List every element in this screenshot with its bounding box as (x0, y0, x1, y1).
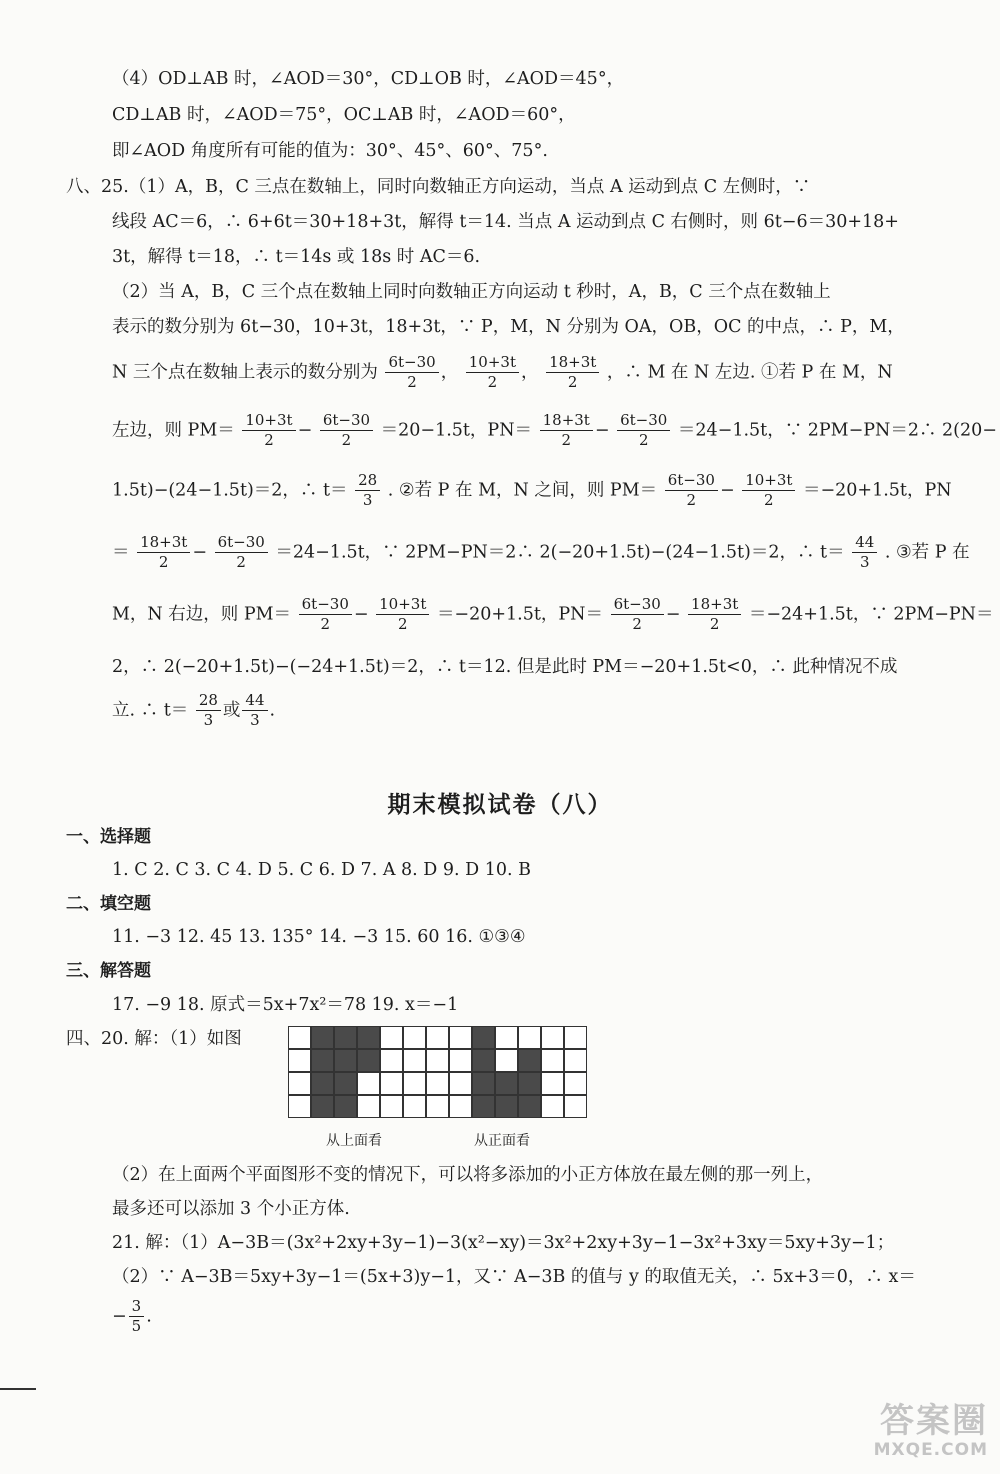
grid-cell (288, 1095, 311, 1118)
grid-cell (541, 1026, 564, 1049)
grid-cell (449, 1072, 472, 1095)
numerator: 28 (355, 471, 380, 491)
q21-line-3: − $\frac{3}{5}$ . (112, 1297, 152, 1335)
numerator: 6t−30 (385, 353, 438, 373)
numerator: 3 (129, 1297, 145, 1317)
section-heading-fill: 二、填空题 (66, 894, 151, 914)
grid-cell (495, 1095, 518, 1118)
fraction (242, 411, 295, 450)
denominator: 2 (686, 491, 697, 509)
q25-p1-line-3: 3t，解得 t＝18，∴ t＝14s 或 18s 时 AC＝6. (112, 247, 481, 267)
footer-rule (0, 1388, 36, 1390)
fraction (385, 353, 438, 392)
denominator: 3 (362, 491, 373, 509)
fraction (617, 411, 670, 450)
q25-p2-line-8: 2，∴ 2(−20+1.5t)−(−24+1.5t)＝2，∴ t＝12. 但是此时 PM＝−20+1.5t<0，∴ 此种情况不成 (112, 657, 898, 677)
grid-cell (541, 1049, 564, 1072)
fraction (137, 533, 190, 572)
numerator: 28 (196, 691, 221, 711)
denominator: 2 (764, 491, 774, 509)
grid-cell (357, 1095, 380, 1118)
grid-cell (403, 1072, 426, 1095)
q20-lead: 四、20. 解：（1）如图 (66, 1029, 242, 1049)
numerator: 10+3t (742, 471, 795, 491)
q25-p2-line-6: ＝ $\frac{18+3t}{2}$ − $\frac{6t-30}{2}$ ＝24−1.5t，∵ 2PM−PN＝2∴ 2(−20+1.5t)−(24−1.5t)＝2，∴ t＝ $\frac{44}{3}$ . ③若 P 在 (112, 533, 970, 571)
denominator: 2 (264, 431, 274, 449)
fraction (242, 691, 267, 730)
grid-cell (495, 1049, 518, 1072)
grid-cell (472, 1049, 495, 1072)
denominator: 2 (341, 431, 352, 449)
text-segment: ＝−20+1.5t，PN＝ (436, 604, 603, 625)
denominator: 2 (320, 615, 331, 633)
fill-answers: 11. −3 12. 45 13. 135° 14. −3 15. 60 16. ①③④ (112, 927, 526, 947)
grid-cell (288, 1072, 311, 1095)
grid-label-front-view: 从正面看 (474, 1133, 530, 1149)
denominator: 2 (709, 615, 720, 633)
numerator: 10+3t (242, 411, 295, 431)
text-segment: N 三个点在数轴上表示的数分别为 (112, 362, 378, 383)
grid-cell (472, 1095, 495, 1118)
denominator: 2 (487, 373, 498, 391)
grid-cell (518, 1049, 541, 1072)
numerator: 6t−30 (320, 411, 373, 431)
fraction (852, 533, 877, 572)
solve-answers: 17. −9 18. 原式＝5x+7x²＝78 19. x＝−1 (112, 995, 459, 1015)
grid-cell (288, 1026, 311, 1049)
grid-cell (311, 1026, 334, 1049)
exam-title: 期末模拟试卷（八） (387, 792, 613, 818)
numerator: 44 (852, 533, 877, 553)
q21-line-2: （2）∵ A−3B＝5xy+3y−1＝(5x+3)y−1，又∵ A−3B 的值与 y 的取值无关，∴ 5x+3＝0，∴ x＝ (112, 1267, 916, 1287)
numerator: 10+3t (376, 595, 429, 615)
watermark (818, 1402, 988, 1468)
q21-line-1: 21. 解：（1）A−3B＝(3x²+2xy+3y−1)−3(x²−xy)＝3x²+2xy+3y−1−3x²+3xy＝5xy+3y−1； (112, 1233, 895, 1253)
text-segment: . ③若 P 在 (884, 542, 970, 563)
grid-cell (288, 1049, 311, 1072)
fraction (320, 411, 373, 450)
grid-cell (495, 1026, 518, 1049)
fraction (376, 595, 429, 634)
fraction (299, 595, 352, 634)
fraction (466, 353, 519, 392)
grid-cell (426, 1049, 449, 1072)
grid-cell (518, 1095, 541, 1118)
numerator: 18+3t (688, 595, 741, 615)
section-heading-choice: 一、选择题 (66, 827, 151, 847)
denominator: 3 (859, 553, 870, 571)
text-segment: ，∴ M 在 N 左边. ①若 P 在 M，N (606, 362, 893, 383)
grid-cell (334, 1072, 357, 1095)
fraction (129, 1297, 145, 1336)
q25-p2-line-5: 1.5t)−(24−1.5t)＝2，∴ t＝ $\frac{28}{3}$ . ②若 P 在 M，N 之间，则 PM＝ $\frac{6t-30}{2}$ − $\frac{10+3t}{2}$ ＝−20+1.5t，PN (112, 471, 952, 509)
denominator: 2 (158, 553, 169, 571)
grid-cell (564, 1026, 587, 1049)
q25-p1-line-1: 八、25.（1）A，B，C 三点在数轴上，同时向数轴正方向运动，当点 A 运动到点 C 左侧时，∵ (66, 177, 811, 197)
denominator: 2 (236, 553, 246, 571)
denominator: 2 (407, 373, 417, 391)
grid-cell (380, 1026, 403, 1049)
fraction (215, 533, 268, 572)
grid-cell (518, 1026, 541, 1049)
grid-cell (403, 1095, 426, 1118)
grid-cell (311, 1072, 334, 1095)
text-segment: ＝24−1.5t，∵ 2PM−PN＝2∴ 2(20− (677, 420, 997, 441)
grid-cell (403, 1049, 426, 1072)
grid-cell (449, 1026, 472, 1049)
text-segment: ＝24−1.5t，∵ 2PM−PN＝2∴ 2(−20+1.5t)−(24−1.5t)＝2，∴ t＝ (275, 542, 845, 563)
numerator: 6t−30 (215, 533, 268, 553)
grid-cell (357, 1026, 380, 1049)
numerator: 18+3t (137, 533, 190, 553)
q25-p2-line-7: M，N 右边，则 PM＝ $\frac{6t-30}{2}$ − $\frac{10+3t}{2}$ ＝−20+1.5t，PN＝ $\frac{6t-30}{2}$ − $\frac{18+3t}{2}$ ＝−24+1.5t，∵ 2PM−PN＝ (112, 595, 994, 633)
fraction (355, 471, 380, 510)
grid-cell (495, 1072, 518, 1095)
grid-cell (472, 1026, 495, 1049)
grid-cell (541, 1095, 564, 1118)
text-segment: 左边，则 PM＝ (112, 420, 235, 441)
fraction (546, 353, 599, 392)
denominator: 2 (397, 615, 408, 633)
grid-cell (403, 1026, 426, 1049)
text-segment: ＝−20+1.5t，PN (803, 480, 952, 501)
denominator: 2 (567, 373, 578, 391)
q25-p2-line-4: 左边，则 PM＝ $\frac{10+3t}{2}$ − $\frac{6t-30}{2}$ ＝20−1.5t，PN＝ $\frac{18+3t}{2}$ − $\frac{6t-30}{2}$ ＝24−1.5t，∵ 2PM−PN＝2∴ 2(20− (112, 411, 997, 449)
q25-p2-line-9 (112, 690, 972, 731)
grid-cell (518, 1072, 541, 1095)
q25-p2-line-1: （2）当 A，B，C 三个点在数轴上同时向数轴正方向运动 t 秒时，A，B，C 三个点在数轴上 (112, 282, 831, 302)
denominator: 5 (131, 1317, 142, 1335)
grid-cell (426, 1072, 449, 1095)
text-segment: 1.5t)−(24−1.5t)＝2，∴ t＝ (112, 480, 348, 501)
grid-cell (564, 1072, 587, 1095)
numerator: 6t−30 (299, 595, 352, 615)
grid-cell (541, 1072, 564, 1095)
grid-cell (380, 1072, 403, 1095)
watermark-logo: 答案圈 (880, 1401, 988, 1441)
q24-line-1: （4）OD⊥AB 时，∠AOD＝30°，CD⊥OB 时，∠AOD＝45°， (112, 69, 625, 89)
minus-sign: − (112, 1306, 127, 1327)
denominator: 2 (561, 431, 571, 449)
q24-line-3: 即∠AOD 角度所有可能的值为：30°、45°、60°、75°. (112, 141, 548, 161)
text-segment: M，N 右边，则 PM＝ (112, 604, 292, 625)
q25-p1-line-2: 线段 AC＝6，∴ 6+6t＝30+18+3t，解得 t＝14. 当点 A 运动到点 C 右侧时，则 6t−6＝30+18+ (112, 212, 899, 232)
grid-cell (564, 1095, 587, 1118)
fraction (742, 471, 795, 510)
fraction (540, 411, 593, 450)
denominator: 2 (632, 615, 642, 633)
grid-cell (380, 1095, 403, 1118)
q25-p2-line-2: 表示的数分别为 6t−30，10+3t，18+3t，∵ P，M，N 分别为 OA，OB，OC 的中点，∴ P，M， (112, 317, 905, 337)
q25-p2-line-3: N 三个点在数轴上表示的数分别为 $\frac{6t-30}{2}$ ， $\frac{10+3t}{2}$ ， $\frac{18+3t}{2}$ ，∴ M 在 N 左边. ①若 P 在 M，N (112, 353, 893, 391)
fraction (196, 691, 221, 730)
grid-cell (334, 1049, 357, 1072)
grid-cell (311, 1095, 334, 1118)
fraction (665, 471, 718, 510)
grid-cell (357, 1049, 380, 1072)
grid-cell (564, 1049, 587, 1072)
text-segment: . (269, 700, 276, 721)
fraction (688, 595, 741, 634)
numerator: 18+3t (546, 353, 599, 373)
grid-cell (472, 1072, 495, 1095)
grid-cell (449, 1095, 472, 1118)
text-segment: 立. ∴ t＝ (112, 700, 189, 721)
q20-p2-line-1: （2）在上面两个平面图形不变的情况下，可以将多添加的小正方体放在最左侧的那一列上， (112, 1165, 824, 1185)
watermark-url: MXQE.COM (873, 1440, 988, 1460)
text-segment: ＝−24+1.5t，∵ 2PM−PN＝ (748, 604, 994, 625)
choice-answers: 1. C 2. C 3. C 4. D 5. C 6. D 7. A 8. D 9. D 10. B (112, 860, 531, 880)
grid-cell (426, 1095, 449, 1118)
grid-cell (449, 1049, 472, 1072)
grid-cell (426, 1026, 449, 1049)
numerator: 6t−30 (617, 411, 670, 431)
text-segment: ＝20−1.5t，PN＝ (380, 420, 533, 441)
text-segment: 或 (222, 700, 241, 721)
denominator: 3 (250, 711, 260, 729)
fraction (611, 595, 664, 634)
numerator: 18+3t (540, 411, 593, 431)
denominator: 2 (638, 431, 649, 449)
grid-cell (334, 1095, 357, 1118)
grid-cell (334, 1026, 357, 1049)
q24-line-2: CD⊥AB 时，∠AOD＝75°，OC⊥AB 时，∠AOD＝60°， (112, 105, 576, 125)
text-segment: . ②若 P 在 M，N 之间，则 PM＝ (387, 480, 658, 501)
grid-cell (311, 1049, 334, 1072)
grid-cell (380, 1049, 403, 1072)
view-grid-figure (288, 1026, 587, 1118)
grid-label-top-view: 从上面看 (326, 1133, 382, 1149)
numerator: 44 (242, 691, 267, 711)
numerator: 6t−30 (611, 595, 664, 615)
section-heading-solve: 三、解答题 (66, 961, 151, 981)
text-segment: ＝ (112, 542, 130, 563)
numerator: 10+3t (466, 353, 519, 373)
numerator: 6t−30 (665, 471, 718, 491)
grid-cell (357, 1072, 380, 1095)
denominator: 3 (203, 711, 214, 729)
q20-p2-line-2: 最多还可以添加 3 个小正方体. (112, 1199, 350, 1219)
